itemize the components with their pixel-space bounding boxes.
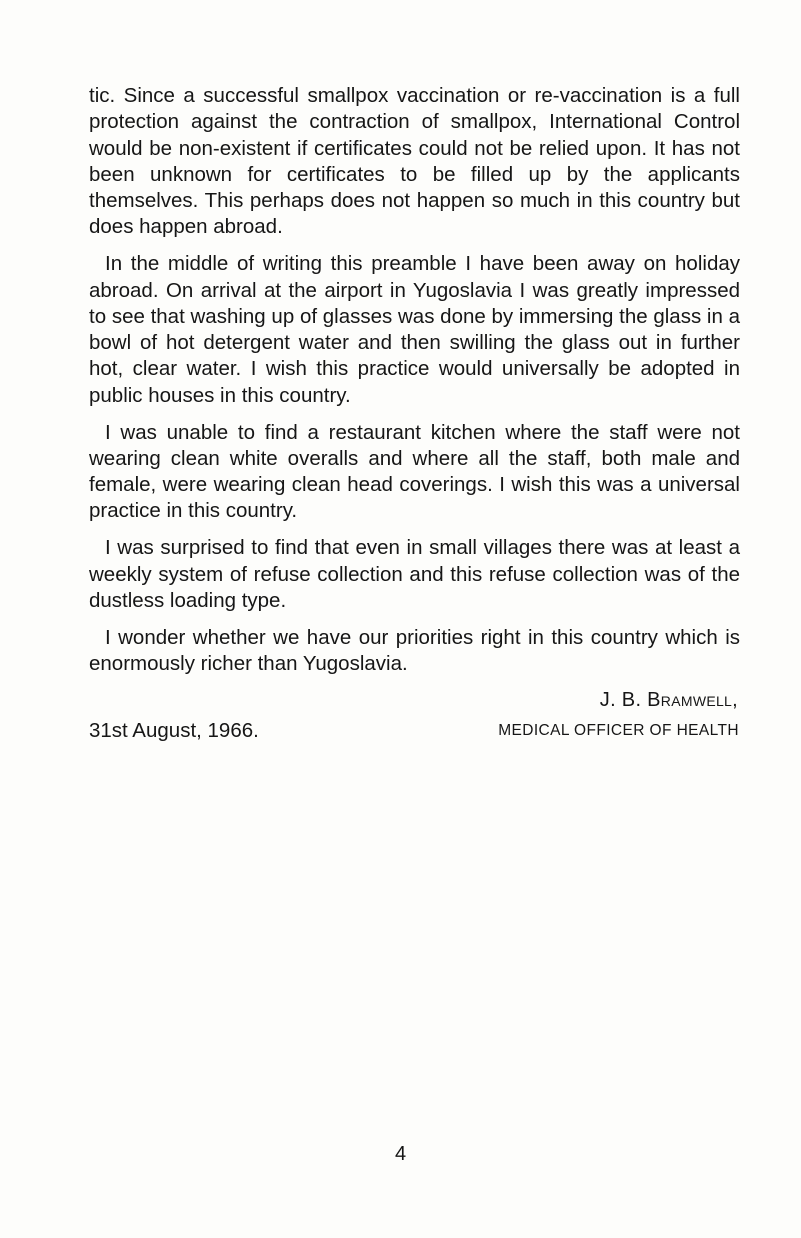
signatory-name <box>600 689 738 712</box>
paragraph-holiday: In the middle of writing this preamble I have been away on holiday abroad. On arrival at the airport in Yugoslavia I was greatly impressed to see that washing up of glasses was done by immersing the glass in a bowl of hot detergent water and then swilling the glass out in further hot, clear water. I wish this practice would universally be adopted in public houses in this country. <box>89 252 740 407</box>
signatory-title: MEDICAL OFFICER OF HEALTH <box>498 722 739 740</box>
page-body <box>89 83 740 749</box>
paragraph-priorities: I wonder whether we have our priorities right in this country which is enormously richer than Yugoslavia. <box>89 625 740 675</box>
signature-date: 31st August, 1966. <box>89 719 259 743</box>
paragraph-refuse: I was surprised to find that even in small villages there was at least a weekly system of refuse collection and this refuse collection was of the dustless loading type. <box>89 536 740 612</box>
paragraph-continuation: tic. Since a successful smallpox vaccination or re-vaccination is a full protection against the contraction of smallpox, International Control would be non-existent if certificates could not be relied upon. It has not been unknown for certificates to be filled up by the applicants themselves. This perhaps does not happen so much in this country but does happen abroad. <box>89 84 740 239</box>
signatory-name-text: J. B. Bramwell, <box>599 689 738 712</box>
page-number: 4 <box>394 1143 407 1165</box>
signature-block <box>89 689 740 749</box>
paragraph-restaurant: I was unable to find a restaurant kitchen where the staff were not wearing clean white overalls and where all the staff, both male and female, were wearing clean head coverings. I wish this was a universal practice in this country. <box>89 420 740 523</box>
